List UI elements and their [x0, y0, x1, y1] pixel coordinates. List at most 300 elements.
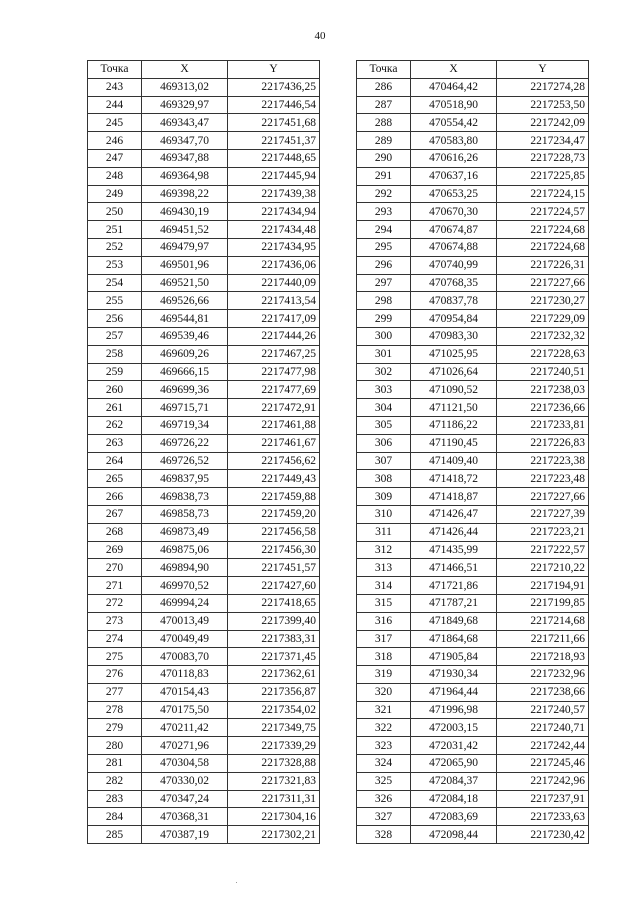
cell-point-number: 276	[88, 666, 142, 684]
table-row	[88, 612, 320, 630]
cell-x: 470653,25	[411, 185, 497, 203]
cell-y: 2217224,68	[497, 238, 589, 256]
cell-y: 2217477,69	[228, 381, 320, 399]
cell-y: 2217238,03	[497, 381, 589, 399]
cell-y: 2217445,94	[228, 167, 320, 185]
table-row	[357, 683, 589, 701]
header-y: Y	[228, 61, 320, 79]
cell-point-number: 286	[357, 78, 411, 96]
cell-y: 2217227,66	[497, 488, 589, 506]
table-row	[357, 167, 589, 185]
table-row	[88, 363, 320, 381]
cell-y: 2217210,22	[497, 559, 589, 577]
table-row	[357, 577, 589, 595]
cell-point-number: 252	[88, 238, 142, 256]
table-row	[357, 737, 589, 755]
cell-y: 2217240,51	[497, 363, 589, 381]
table-row	[88, 808, 320, 826]
coordinates-table-left	[87, 60, 320, 844]
cell-y: 2217456,58	[228, 523, 320, 541]
cell-x: 470518,90	[411, 96, 497, 114]
cell-x: 470740,99	[411, 256, 497, 274]
cell-point-number: 294	[357, 221, 411, 239]
table-row	[88, 630, 320, 648]
cell-y: 2217225,85	[497, 167, 589, 185]
cell-point-number: 251	[88, 221, 142, 239]
cell-point-number: 287	[357, 96, 411, 114]
cell-y: 2217328,88	[228, 755, 320, 773]
table-row	[88, 203, 320, 221]
table-row	[88, 488, 320, 506]
cell-x: 471905,84	[411, 648, 497, 666]
cell-point-number: 303	[357, 381, 411, 399]
cell-y: 2217214,68	[497, 612, 589, 630]
cell-x: 469875,06	[142, 541, 228, 559]
cell-point-number: 244	[88, 96, 142, 114]
cell-x: 469873,49	[142, 523, 228, 541]
cell-y: 2217461,88	[228, 416, 320, 434]
cell-x: 469539,46	[142, 327, 228, 345]
cell-x: 471849,68	[411, 612, 497, 630]
cell-point-number: 261	[88, 399, 142, 417]
cell-y: 2217302,21	[228, 826, 320, 844]
cell-y: 2217224,15	[497, 185, 589, 203]
cell-x: 471721,86	[411, 577, 497, 595]
cell-point-number: 257	[88, 327, 142, 345]
table-row	[88, 399, 320, 417]
cell-x: 469994,24	[142, 594, 228, 612]
cell-point-number: 256	[88, 310, 142, 328]
cell-point-number: 296	[357, 256, 411, 274]
cell-point-number: 280	[88, 737, 142, 755]
table-row	[88, 470, 320, 488]
cell-y: 2217461,67	[228, 434, 320, 452]
cell-x: 469838,73	[142, 488, 228, 506]
cell-y: 2217434,94	[228, 203, 320, 221]
cell-y: 2217449,43	[228, 470, 320, 488]
cell-point-number: 323	[357, 737, 411, 755]
cell-point-number: 328	[357, 826, 411, 844]
table-row	[88, 132, 320, 150]
table-row	[357, 96, 589, 114]
table-row	[357, 416, 589, 434]
cell-y: 2217451,68	[228, 114, 320, 132]
cell-x: 472083,69	[411, 808, 497, 826]
table-row	[357, 78, 589, 96]
table-row	[357, 132, 589, 150]
cell-x: 471025,95	[411, 345, 497, 363]
cell-x: 470347,24	[142, 790, 228, 808]
cell-point-number: 263	[88, 434, 142, 452]
table-row	[88, 737, 320, 755]
table-row	[88, 577, 320, 595]
cell-x: 469666,15	[142, 363, 228, 381]
cell-y: 2217211,66	[497, 630, 589, 648]
cell-point-number: 324	[357, 755, 411, 773]
cell-y: 2217436,25	[228, 78, 320, 96]
cell-x: 470304,58	[142, 755, 228, 773]
cell-y: 2217199,85	[497, 594, 589, 612]
header-y: Y	[497, 61, 589, 79]
cell-y: 2217354,02	[228, 701, 320, 719]
cell-point-number: 302	[357, 363, 411, 381]
cell-y: 2217233,63	[497, 808, 589, 826]
cell-x: 470637,16	[411, 167, 497, 185]
cell-x: 470049,49	[142, 630, 228, 648]
cell-y: 2217194,91	[497, 577, 589, 595]
cell-y: 2217274,28	[497, 78, 589, 96]
cell-point-number: 304	[357, 399, 411, 417]
table-row	[357, 149, 589, 167]
cell-y: 2217230,27	[497, 292, 589, 310]
cell-y: 2217233,81	[497, 416, 589, 434]
cell-x: 469858,73	[142, 505, 228, 523]
cell-x: 470674,88	[411, 238, 497, 256]
table-row	[88, 238, 320, 256]
cell-point-number: 307	[357, 452, 411, 470]
cell-y: 2217339,29	[228, 737, 320, 755]
cell-x: 469347,88	[142, 149, 228, 167]
cell-point-number: 246	[88, 132, 142, 150]
cell-point-number: 248	[88, 167, 142, 185]
header-point: Точка	[357, 61, 411, 79]
cell-point-number: 316	[357, 612, 411, 630]
table-row	[88, 345, 320, 363]
cell-y: 2217226,31	[497, 256, 589, 274]
table-row	[357, 559, 589, 577]
cell-point-number: 266	[88, 488, 142, 506]
cell-x: 470175,50	[142, 701, 228, 719]
table-row	[88, 274, 320, 292]
table-row	[88, 114, 320, 132]
cell-point-number: 305	[357, 416, 411, 434]
cell-x: 470983,30	[411, 327, 497, 345]
table-row	[357, 488, 589, 506]
cell-x: 470154,43	[142, 683, 228, 701]
cell-point-number: 283	[88, 790, 142, 808]
cell-x: 469364,98	[142, 167, 228, 185]
cell-point-number: 273	[88, 612, 142, 630]
table-row	[357, 666, 589, 684]
table-row	[88, 701, 320, 719]
cell-x: 470118,83	[142, 666, 228, 684]
cell-y: 2217230,42	[497, 826, 589, 844]
cell-point-number: 278	[88, 701, 142, 719]
table-row	[357, 612, 589, 630]
table-row	[88, 78, 320, 96]
table-row	[357, 772, 589, 790]
cell-y: 2217321,83	[228, 772, 320, 790]
table-row	[357, 523, 589, 541]
table-row	[88, 292, 320, 310]
cell-point-number: 299	[357, 310, 411, 328]
coordinates-table-right	[356, 60, 589, 844]
cell-x: 469715,71	[142, 399, 228, 417]
cell-x: 470368,31	[142, 808, 228, 826]
table-row	[357, 203, 589, 221]
cell-y: 2217383,31	[228, 630, 320, 648]
cell-y: 2217242,09	[497, 114, 589, 132]
table-row	[357, 826, 589, 844]
cell-point-number: 254	[88, 274, 142, 292]
table-row	[88, 452, 320, 470]
cell-point-number: 327	[357, 808, 411, 826]
table-row	[357, 363, 589, 381]
cell-x: 471466,51	[411, 559, 497, 577]
cell-x: 469479,97	[142, 238, 228, 256]
cell-y: 2217399,40	[228, 612, 320, 630]
cell-y: 2217228,63	[497, 345, 589, 363]
cell-x: 470387,19	[142, 826, 228, 844]
cell-y: 2217356,87	[228, 683, 320, 701]
table-row	[88, 327, 320, 345]
cell-y: 2217240,57	[497, 701, 589, 719]
cell-x: 470674,87	[411, 221, 497, 239]
cell-y: 2217224,57	[497, 203, 589, 221]
cell-x: 469544,81	[142, 310, 228, 328]
table-row	[357, 594, 589, 612]
cell-y: 2217224,68	[497, 221, 589, 239]
cell-y: 2217223,48	[497, 470, 589, 488]
cell-point-number: 262	[88, 416, 142, 434]
cell-point-number: 292	[357, 185, 411, 203]
cell-point-number: 275	[88, 648, 142, 666]
cell-point-number: 310	[357, 505, 411, 523]
cell-y: 2217467,25	[228, 345, 320, 363]
cell-point-number: 284	[88, 808, 142, 826]
cell-x: 471930,34	[411, 666, 497, 684]
cell-x: 471864,68	[411, 630, 497, 648]
cell-point-number: 291	[357, 167, 411, 185]
table-row	[357, 541, 589, 559]
cell-y: 2217434,95	[228, 238, 320, 256]
table-row	[88, 505, 320, 523]
cell-point-number: 290	[357, 149, 411, 167]
cell-point-number: 325	[357, 772, 411, 790]
cell-x: 470271,96	[142, 737, 228, 755]
cell-point-number: 264	[88, 452, 142, 470]
table-row	[357, 719, 589, 737]
cell-point-number: 293	[357, 203, 411, 221]
cell-point-number: 300	[357, 327, 411, 345]
cell-x: 470554,42	[411, 114, 497, 132]
table-row	[357, 221, 589, 239]
cell-x: 469719,34	[142, 416, 228, 434]
cell-y: 2217451,57	[228, 559, 320, 577]
header-x: X	[411, 61, 497, 79]
cell-point-number: 321	[357, 701, 411, 719]
cell-y: 2217245,46	[497, 755, 589, 773]
page-number: 40	[314, 30, 326, 42]
cell-y: 2217237,91	[497, 790, 589, 808]
cell-x: 471435,99	[411, 541, 497, 559]
cell-point-number: 314	[357, 577, 411, 595]
cell-point-number: 289	[357, 132, 411, 150]
table-row	[357, 755, 589, 773]
cell-point-number: 272	[88, 594, 142, 612]
cell-y: 2217232,32	[497, 327, 589, 345]
table-row	[88, 523, 320, 541]
cell-x: 470670,30	[411, 203, 497, 221]
cell-x: 471426,47	[411, 505, 497, 523]
cell-x: 470616,26	[411, 149, 497, 167]
table-row	[88, 719, 320, 737]
cell-y: 2217477,98	[228, 363, 320, 381]
table-row	[357, 470, 589, 488]
cell-y: 2217238,66	[497, 683, 589, 701]
cell-point-number: 245	[88, 114, 142, 132]
cell-point-number: 306	[357, 434, 411, 452]
cell-point-number: 279	[88, 719, 142, 737]
cell-point-number: 271	[88, 577, 142, 595]
cell-y: 2217234,47	[497, 132, 589, 150]
table-row	[88, 648, 320, 666]
cell-x: 469699,36	[142, 381, 228, 399]
table-row	[88, 772, 320, 790]
cell-y: 2217229,09	[497, 310, 589, 328]
cell-y: 2217240,71	[497, 719, 589, 737]
cell-x: 472084,18	[411, 790, 497, 808]
cell-point-number: 322	[357, 719, 411, 737]
cell-point-number: 319	[357, 666, 411, 684]
table-row	[88, 149, 320, 167]
cell-x: 472003,15	[411, 719, 497, 737]
cell-x: 469526,66	[142, 292, 228, 310]
table-row	[357, 274, 589, 292]
table-row	[357, 434, 589, 452]
table-row	[357, 790, 589, 808]
table-row	[357, 327, 589, 345]
table-header-row	[357, 61, 589, 79]
cell-y: 2217223,38	[497, 452, 589, 470]
table-row	[357, 452, 589, 470]
cell-x: 469521,50	[142, 274, 228, 292]
cell-x: 469343,47	[142, 114, 228, 132]
table-row	[357, 808, 589, 826]
cell-y: 2217444,26	[228, 327, 320, 345]
table-row	[357, 256, 589, 274]
cell-point-number: 309	[357, 488, 411, 506]
cell-point-number: 281	[88, 755, 142, 773]
cell-x: 469451,52	[142, 221, 228, 239]
table-row	[357, 114, 589, 132]
table-row	[88, 790, 320, 808]
cell-x: 470954,84	[411, 310, 497, 328]
cell-point-number: 317	[357, 630, 411, 648]
cell-point-number: 253	[88, 256, 142, 274]
cell-x: 469329,97	[142, 96, 228, 114]
cell-x: 470464,42	[411, 78, 497, 96]
cell-y: 2217446,54	[228, 96, 320, 114]
cell-x: 471190,45	[411, 434, 497, 452]
cell-point-number: 250	[88, 203, 142, 221]
cell-point-number: 277	[88, 683, 142, 701]
cell-y: 2217362,61	[228, 666, 320, 684]
cell-y: 2217304,16	[228, 808, 320, 826]
cell-y: 2217311,31	[228, 790, 320, 808]
cell-point-number: 312	[357, 541, 411, 559]
cell-x: 469837,95	[142, 470, 228, 488]
table-row	[88, 826, 320, 844]
cell-x: 470837,78	[411, 292, 497, 310]
cell-x: 470083,70	[142, 648, 228, 666]
table-row	[88, 416, 320, 434]
table-row	[88, 683, 320, 701]
cell-y: 2217456,62	[228, 452, 320, 470]
cell-point-number: 255	[88, 292, 142, 310]
cell-x: 470013,49	[142, 612, 228, 630]
cell-x: 472098,44	[411, 826, 497, 844]
cell-point-number: 285	[88, 826, 142, 844]
table-row	[357, 345, 589, 363]
cell-point-number: 269	[88, 541, 142, 559]
cell-point-number: 260	[88, 381, 142, 399]
cell-point-number: 288	[357, 114, 411, 132]
cell-y: 2217349,75	[228, 719, 320, 737]
cell-x: 470211,42	[142, 719, 228, 737]
cell-y: 2217417,09	[228, 310, 320, 328]
cell-point-number: 249	[88, 185, 142, 203]
table-row	[357, 505, 589, 523]
cell-point-number: 301	[357, 345, 411, 363]
cell-point-number: 326	[357, 790, 411, 808]
cell-y: 2217253,50	[497, 96, 589, 114]
cell-point-number: 315	[357, 594, 411, 612]
cell-x: 471964,44	[411, 683, 497, 701]
cell-point-number: 318	[357, 648, 411, 666]
cell-y: 2217451,37	[228, 132, 320, 150]
cell-y: 2217226,83	[497, 434, 589, 452]
scan-speck	[236, 882, 237, 883]
cell-x: 471996,98	[411, 701, 497, 719]
cell-x: 471121,50	[411, 399, 497, 417]
cell-x: 472031,42	[411, 737, 497, 755]
cell-x: 471418,72	[411, 470, 497, 488]
cell-x: 471186,22	[411, 416, 497, 434]
table-row	[357, 701, 589, 719]
cell-y: 2217222,57	[497, 541, 589, 559]
cell-y: 2217448,65	[228, 149, 320, 167]
table-row	[88, 167, 320, 185]
cell-y: 2217440,09	[228, 274, 320, 292]
cell-y: 2217436,06	[228, 256, 320, 274]
cell-y: 2217427,60	[228, 577, 320, 595]
cell-y: 2217439,38	[228, 185, 320, 203]
cell-y: 2217434,48	[228, 221, 320, 239]
cell-point-number: 268	[88, 523, 142, 541]
cell-point-number: 267	[88, 505, 142, 523]
cell-x: 469313,02	[142, 78, 228, 96]
cell-x: 471426,44	[411, 523, 497, 541]
cell-point-number: 313	[357, 559, 411, 577]
table-row	[88, 310, 320, 328]
cell-y: 2217228,73	[497, 149, 589, 167]
cell-point-number: 297	[357, 274, 411, 292]
cell-point-number: 282	[88, 772, 142, 790]
cell-y: 2217242,44	[497, 737, 589, 755]
cell-x: 470330,02	[142, 772, 228, 790]
table-row	[88, 755, 320, 773]
cell-x: 471090,52	[411, 381, 497, 399]
cell-y: 2217472,91	[228, 399, 320, 417]
cell-point-number: 259	[88, 363, 142, 381]
table-row	[88, 541, 320, 559]
cell-x: 469726,52	[142, 452, 228, 470]
cell-x: 469970,52	[142, 577, 228, 595]
cell-x: 469726,22	[142, 434, 228, 452]
table-row	[88, 381, 320, 399]
table-row	[357, 648, 589, 666]
